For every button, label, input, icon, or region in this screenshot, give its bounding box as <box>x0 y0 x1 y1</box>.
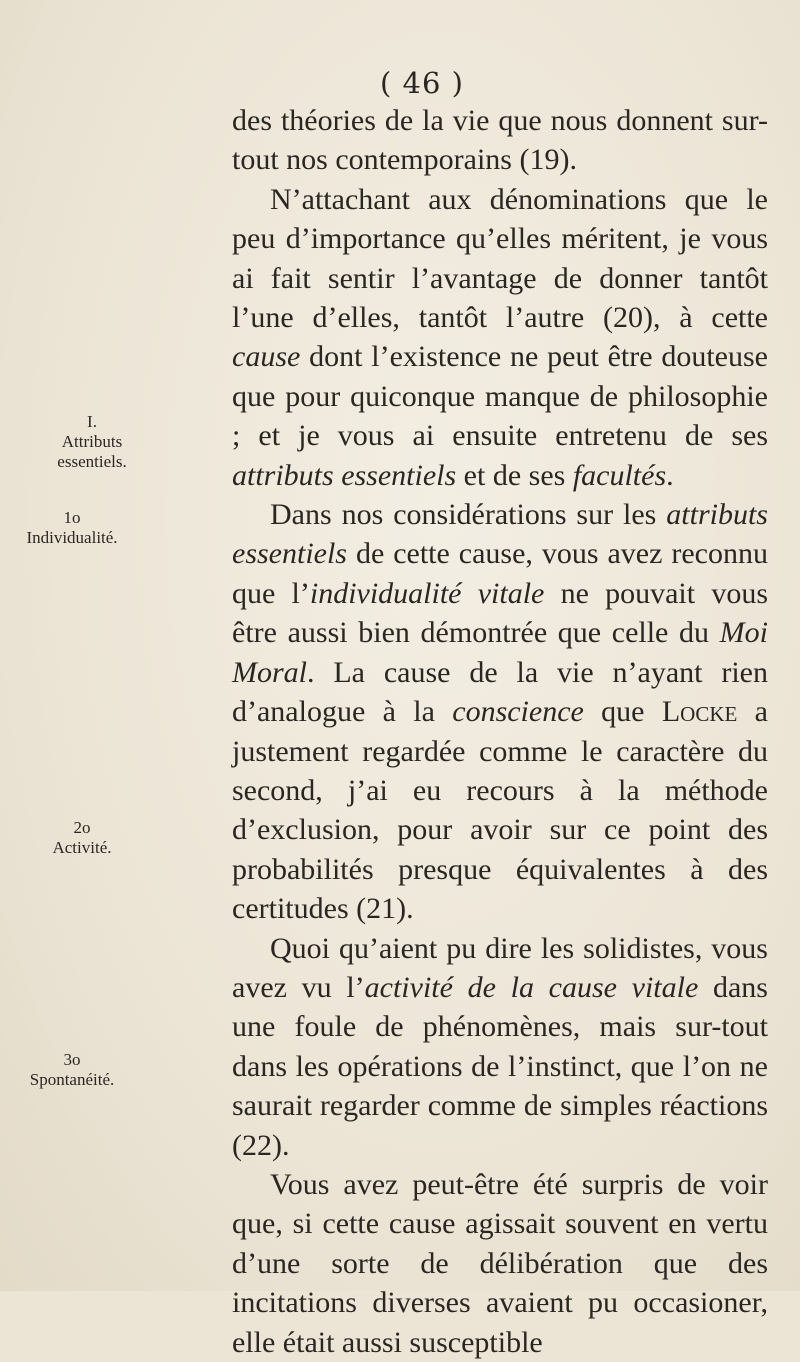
paragraph-3 <box>232 495 768 928</box>
text-run: . La cause de la vie n’ayant rien d’analogue à la <box>232 655 768 729</box>
text-run: ne pouvait vous être aussi bien démontrée que celle du <box>232 576 768 650</box>
italic-term: individualité vitale <box>309 576 545 610</box>
paragraph-5 <box>232 1165 768 1362</box>
italic-term: conscience <box>452 695 584 729</box>
paragraph-1-text: des théories de la vie que nous donnent sur-tout nos contemporains (19). <box>232 104 768 177</box>
paragraph-1 <box>232 101 768 180</box>
italic-term: attributs essentiels <box>232 498 768 571</box>
paragraph-2 <box>232 180 768 495</box>
text-run: . <box>666 458 674 492</box>
italic-term: attributs essentiels <box>232 458 457 492</box>
text-run: Quoi qu’aient pu dire les solidistes, vous avez vu l’ <box>232 931 768 1004</box>
page-number: ( 46 ) <box>380 66 464 100</box>
italic-term: facultés <box>572 458 667 492</box>
text-run: dans une foule de phénomènes, mais sur-tout dans les opérations de l’instinct, que l’on ne saurait regarder comme de simples réactions (22). <box>232 970 768 1162</box>
italic-term: Moi Moral <box>232 616 768 689</box>
margin-note-label: Individualité. <box>26 528 118 547</box>
margin-note-spontaneite <box>12 1050 132 1090</box>
margin-note-label: Attributs essentiels. <box>57 432 127 471</box>
margin-note-individualite <box>12 508 132 548</box>
margin-note-activite <box>22 818 142 858</box>
margin-note-number: I. <box>87 412 97 431</box>
text-run: que <box>583 695 662 729</box>
margin-note-attributs <box>32 412 152 472</box>
margin-note-number: 3o <box>63 1050 81 1069</box>
margin-note-number: 2o <box>73 818 91 837</box>
text-run: N’attachant aux dénominations que le peu d’importance qu’elles méritent, je vous ai fait sentir l’avantage de donner tantôt l’une d’elles, tantôt l’autre (20), à cette <box>232 182 768 335</box>
margin-note-label: Spontanéité. <box>29 1070 115 1089</box>
body-text <box>232 101 768 1362</box>
italic-term: cause <box>232 340 301 374</box>
margin-note-label: Activité. <box>52 838 112 857</box>
text-run: Dans nos considérations sur les <box>270 498 667 532</box>
text-run: a justement regardée comme le caractère du second, j’ai eu recours à la méthode d’exclusion, pour avoir sur ce point des probabilités presque équivalentes à des certitudes (21). <box>232 695 768 926</box>
margin-note-number: 1o <box>63 508 81 527</box>
paragraph-4 <box>232 929 768 1165</box>
italic-term: activité de la cause vitale <box>364 970 699 1004</box>
text-run: et de ses <box>456 458 573 492</box>
text-run: de cette cause, vous avez reconnu que l’ <box>232 537 768 610</box>
paragraph-5-text: Vous avez peut-être été surpris de voir que, si cette cause agissait souvent en vertu d’une sorte de délibération que des incitations diverses avaient pu occasioner, elle était aussi susceptible <box>232 1167 768 1359</box>
text-run: dont l’existence ne peut être douteuse que pour quiconque manque de philosophie ; et je vous ai ensuite entretenu de ses <box>232 340 768 453</box>
author-name: Locke <box>661 695 738 729</box>
